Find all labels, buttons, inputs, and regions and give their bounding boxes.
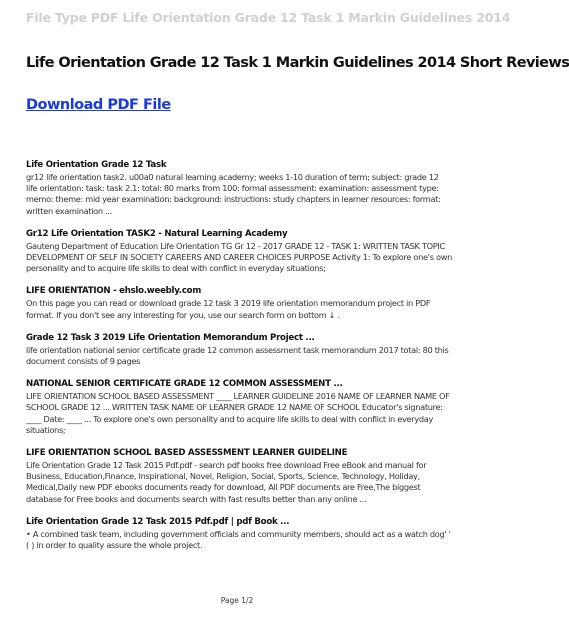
result-title: Gr12 Life Orientation TASK2 - Natural Learning Academy xyxy=(26,228,288,239)
result-title: Grade 12 Task 3 2019 Life Orientation Memorandum Project ... xyxy=(26,332,315,343)
result-item xyxy=(26,448,452,505)
result-snippet: Gauteng Department of Education Life Orientation TG Gr 12 - 2017 GRADE 12 - TASK 1: WRITTEN TASK TOPIC DEVELOPMENT OF SELF IN SOCIETY CAREERS AND CAREER CHOICES PURPOSE Activity 1: To explore one's own personality and to acquire life skills to deal with conflict in everyday situations; xyxy=(26,240,452,274)
result-title: LIFE ORIENTATION SCHOOL BASED ASSESSMENT LEARNER GUIDELINE xyxy=(26,448,348,459)
result-item xyxy=(26,517,452,551)
result-title: LIFE ORIENTATION - ehslo.weebly.com xyxy=(26,286,202,297)
page-title: Life Orientation Grade 12 Task 1 Markin Guidelines 2014 Short Reviews xyxy=(26,55,569,71)
result-item xyxy=(26,286,452,320)
result-snippet: gr12 life orientation task2. u00a0 natural learning academy; weeks 1-10 duration of term; subject: grade 12 life orientation: task: task 2.1: total: 80 marks from 100: formal assessment: examination: assessment type: memo: theme: mid year examination: background: instructions: study chapters in learner resources: format: written examination ... xyxy=(26,172,441,216)
file-type-header: File Type PDF Life Orientation Grade 12 Task 1 Markin Guidelines 2014 xyxy=(26,10,511,25)
result-snippet: LIFE ORIENTATION SCHOOL BASED ASSESSMENT ____ LEARNER GUIDELINE 2016 NAME OF LEARNER NAME OF SCHOOL GRADE 12 ... WRITTEN TASK NAME OF LEARNER GRADE 12 NAME OF SCHOOL Educator's signature: ____ Date: ____ ... To explore one's own personality and to acquire life skills to deal with conflict in everyday situations; xyxy=(26,391,450,435)
result-title: Life Orientation Grade 12 Task 2015 Pdf.pdf | pdf Book ... xyxy=(26,516,290,527)
result-snippet: life orientation national senior certificate grade 12 common assessment task memorandum 2017 total: 80 this document consists of 9 pages xyxy=(26,344,449,367)
page-number: Page 1/2 xyxy=(220,596,254,605)
search-results xyxy=(26,160,452,551)
result-item xyxy=(26,333,452,367)
result-item xyxy=(26,379,452,436)
result-item xyxy=(26,229,452,275)
result-title: NATIONAL SENIOR CERTIFICATE GRADE 12 COMMON ASSESSMENT ... xyxy=(26,379,343,390)
result-snippet: • A combined task team, including government officials and community members, should act as a watch dog' ' ( ) in order to quality assure the whole project. xyxy=(26,528,451,551)
result-item xyxy=(26,160,452,217)
download-pdf-link[interactable]: Download PDF File xyxy=(26,97,171,113)
result-title: Life Orientation Grade 12 Task xyxy=(26,160,167,170)
result-snippet: Life Orientation Grade 12 Task 2015 Pdf.pdf - search pdf books free download Free eBook and manual for Business, Education,Finance, Inspirational, Novel, Religion, Social, Sports, Science, Technology, Holiday, Medical,Daily new PDF ebooks documents ready for download, All PDF documents are Free,The biggest database for Free books and documents search with fast results better than any online ... xyxy=(26,460,427,504)
result-snippet: On this page you can read or download grade 12 task 3 2019 life orientation memorandum project in PDF format. If you don't see any interesting for you, use our search form on bottom ↓ . xyxy=(26,298,431,320)
